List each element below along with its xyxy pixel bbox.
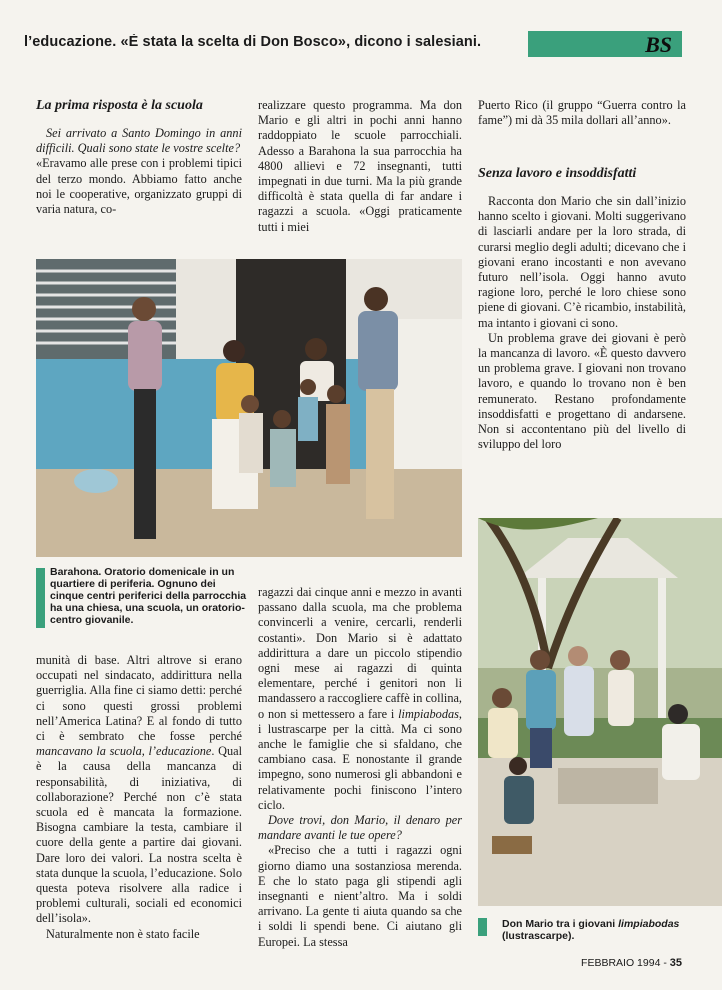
column-1-bottom [36,653,242,942]
header-accent-bar [528,31,682,57]
photo-caption-1 [50,566,250,626]
section-heading-lavoro: Senza lavoro e insoddisfatti [478,166,637,181]
section-heading-scuola: La prima risposta è la scuola [36,98,203,113]
caption-lead: Barahona. Oratorio domenicale in un quartiere di periferia. [50,566,235,590]
paragraph: Racconta don Mario che sin dall’inizio hanno scelto i giovani. Molti suggerivano di lasciarli andare per la loro strada, di curarsi meglio degli adulti; dicevano che i giovani erano incostanti e non avevano futuro nell’isola. Oggi hanno avuto ragione loro, perché le loro chiese sono piene di giovani. C’è ricambio, instabilità, ma intanto i giovani ci sono. [478,194,686,330]
photo-park-image [478,518,722,906]
paragraph: munità di base. Altri altrove si erano occupati nel sindacato, addirittura nella guerriglia. Alla fine ci siamo detti: perché ci sono questi grossi problemi nell’America Latina? E al fondo di tutto ci è sembrato che fosse perché mancavano la scuola, l’educazione. Qual è la causa della mancanza di responsabilità, di iniziativa, di collaborazione? Perché non c’è stata scuola ed è mancata la formazione. Bisogna cambiare la testa, cambiare il cuore della gente a partire dai giovani. Dare loro dei valori. La nostra scelta è stata dunque la scuola, l’educazione. Solo questa poteva risolvere alla radice i problemi culturali, sociali ed economici dell’isola». [36,653,242,926]
caption-body: (lustrascarpe). [502,930,575,942]
paragraph: Naturalmente non è stato facile [46,926,200,941]
paragraph: «Eravamo alle prese con i problemi tipici del terzo mondo. Abbiamo fatto anche noi le cooperative, organizzato gruppi di varia natura, co- [36,156,242,217]
photo-caption-2 [502,918,712,942]
italic-emphasis: mancavano la scuola, l’educazione [36,744,212,759]
paragraph: realizzare questo programma. Ma don Mario e gli altri in pochi anni hanno raddoppiato le scuole parrocchiali. Adesso a Barahona la sua parrocchia ha 4800 allievi e 72 insegnanti, tutti impegnati in due turni. Ma la più grande difficoltà è stata quella di far andare i ragazzi a scuola. «Oggi praticamente tutti i miei [258,98,462,234]
column-3-top [478,98,686,128]
caption-body: Ognuno dei cinque centri periferici della parrocchia ha una chiesa, una scuola, un oratorio-centro giovanile. [50,578,247,626]
caption-marker [36,568,45,628]
column-3-section [478,166,686,452]
page-footer [581,957,682,969]
page-number: 35 [669,957,682,969]
column-1-top [36,98,242,217]
caption-marker [478,918,487,936]
interview-question: Dove trovi, don Mario, il denaro per mandare avanti le tue opere? [258,813,462,843]
headline: l’educazione. «È stata la scelta di Don Bosco», dicono i salesiani. [24,34,482,50]
photo-oratorio-image [36,259,462,557]
column-2-bottom [258,585,462,950]
column-2-top [258,98,462,235]
caption-italic-term: limpiabodas [618,918,680,930]
photo-don-mario-limpiabodas [478,518,722,906]
paragraph: Puerto Rico (il gruppo “Guerra contro la fame”) mi dà 35 mila dollari all’anno». [478,98,686,128]
caption-lead: Don Mario tra i giovani [502,918,619,930]
interview-question: Sei arrivato a Santo Domingo in anni difficili. Quali sono state le vostre scelte? [36,126,242,156]
italic-term: limpiabodas [398,706,459,721]
paragraph: Un problema grave dei giovani è però la mancanza di lavoro. «È questo davvero un problema grave. I giovani non trovano lavoro, e quando lo trovano non è ben remunerato. Restano profondamente insoddisfatti e progettano di andarsene. Non si accontentano più del livello di sviluppo del loro [478,330,686,452]
photo-oratorio-barahona [36,259,462,557]
paragraph: «Preciso che a tutti i ragazzi ogni giorno diamo una sostanziosa merenda. E che lo stato paga gli stipendi agli insegnanti e nient’altro. Ma i soldi arrivano. La gente ti aiuta quando sa che i soldi li spendi bene. Ci aiutano gli Europei. La stessa [258,843,462,949]
issue-date: FEBBRAIO 1994 - [581,957,670,969]
bs-logo: BS [645,32,672,57]
paragraph: ragazzi dai cinque anni e mezzo in avanti passano dalla scuola, ma che problema convincerli a venire, cercarli, renderli costanti». Don Mario si è adattato addirittura a dare un piccolo stipendio ogni mese ai ragazzi di quinta elementare, perché i genitori non li mandassero a raccogliere caffè in collina, o non si mettessero a fare i limpiabodas, i lustrascarpe per la città. Ma ci sono anche le famiglie che si sfaldano, che cambiano casa. E nonostante il grande impegno, sono numerosi gli abbandoni e relativamente pochi finiscono l’intero ciclo. [258,585,462,812]
